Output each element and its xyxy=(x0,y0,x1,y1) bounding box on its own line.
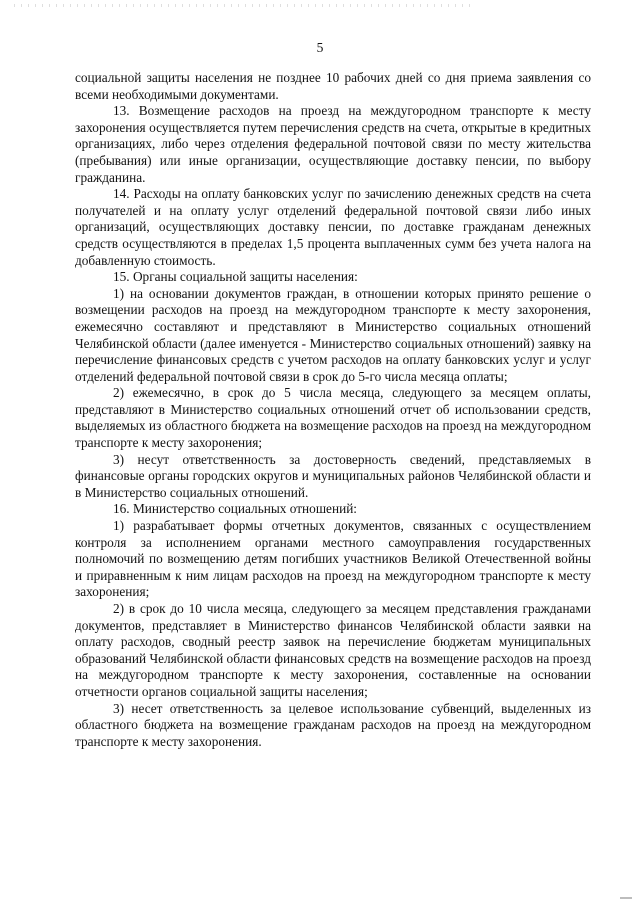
paragraph-15-item-1: 1) на основании документов граждан, в отношении которых принято решение о возмещении расходов на проезд на междугородном транспорте к месту захоронения, ежемесячно составляют и представляют в Министерство социальных отношений Челябинской области (далее именуется - Министерство социальных отношений) заявку на перечисление финансовых средств с учетом расходов на оплату банковских услуг и услуг отделений федеральной почтовой связи в срок до 5-го числа месяца оплаты; xyxy=(75,285,591,384)
paragraph-16-item-2: 2) в срок до 10 числа месяца, следующего за месяцем представления гражданами документов, представляет в Министерство финансов Челябинской области заявки на оплату расходов, сводный реестр заявок на перечисление бюджетам муниципальных образований Челябинской области финансовых средств на возмещение расходов на проезд на междугородном транспорте к месту захоронения, составленные на основании отчетности органов социальной защиты населения; xyxy=(75,601,591,699)
paragraph-16-item-3: 3) несет ответственность за целевое использование субвенций, выделенных из областного бюджета на возмещение гражданам расходов на проезд на междугородном транспорте к месту захоронения. xyxy=(75,700,591,749)
paragraph-16: 16. Министерство социальных отношений: xyxy=(113,501,358,517)
page-number: 5 xyxy=(316,40,324,55)
paragraph-14: 14. Расходы на оплату банковских услуг по зачислению денежных средств на счета получателей и на оплату услуг отделений федеральной почтовой связи либо иных организаций, осуществляющих доставку пенсии, по доставке гражданам денежных средств осуществляются в пределах 1,5 процента выплаченных сумм без учета налога на добавленную стоимость. xyxy=(75,186,591,268)
scan-artifact xyxy=(14,4,474,7)
document-body xyxy=(75,70,591,750)
paragraph-16-item-1: 1) разрабатывает формы отчетных документов, связанных с осуществлением контроля за исполнением органами местного самоуправления государственных полномочий по возмещению детям погибших участников Великой Отечественной войны и приравненным к ним лицам расходов на проезд на междугородном транспорте к месту захоронения; xyxy=(75,518,591,600)
scan-corner-mark xyxy=(620,897,632,899)
paragraph-15: 15. Органы социальной защиты населения: xyxy=(113,269,358,285)
paragraph-15-item-2: 2) ежемесячно, в срок до 5 числа месяца, следующего за месяцем оплаты, представляют в Министерство социальных отношений отчет об использовании средств, выделяемых из областного бюджета на возмещение расходов на проезд на междугородном транспорте к месту захоронения; xyxy=(75,385,591,451)
paragraph-15-item-3: 3) несут ответственность за достоверность сведений, представляемых в финансовые органы городских округов и муниципальных районов Челябинской области и в Министерство социальных отношений. xyxy=(75,451,591,500)
paragraph-continuation: социальной защиты населения не позднее 10 рабочих дней со дня приема заявления со всеми необходимыми документами. xyxy=(75,70,591,102)
paragraph-13: 13. Возмещение расходов на проезд на междугородном транспорте к месту захоронения осуществляется путем перечисления средств на счета, открытые в кредитных организациях, либо через отделения федеральной почтовой связи по месту жительства (пребывания) или иные организации, осуществляющие доставку пенсии, по выбору гражданина. xyxy=(75,103,591,185)
